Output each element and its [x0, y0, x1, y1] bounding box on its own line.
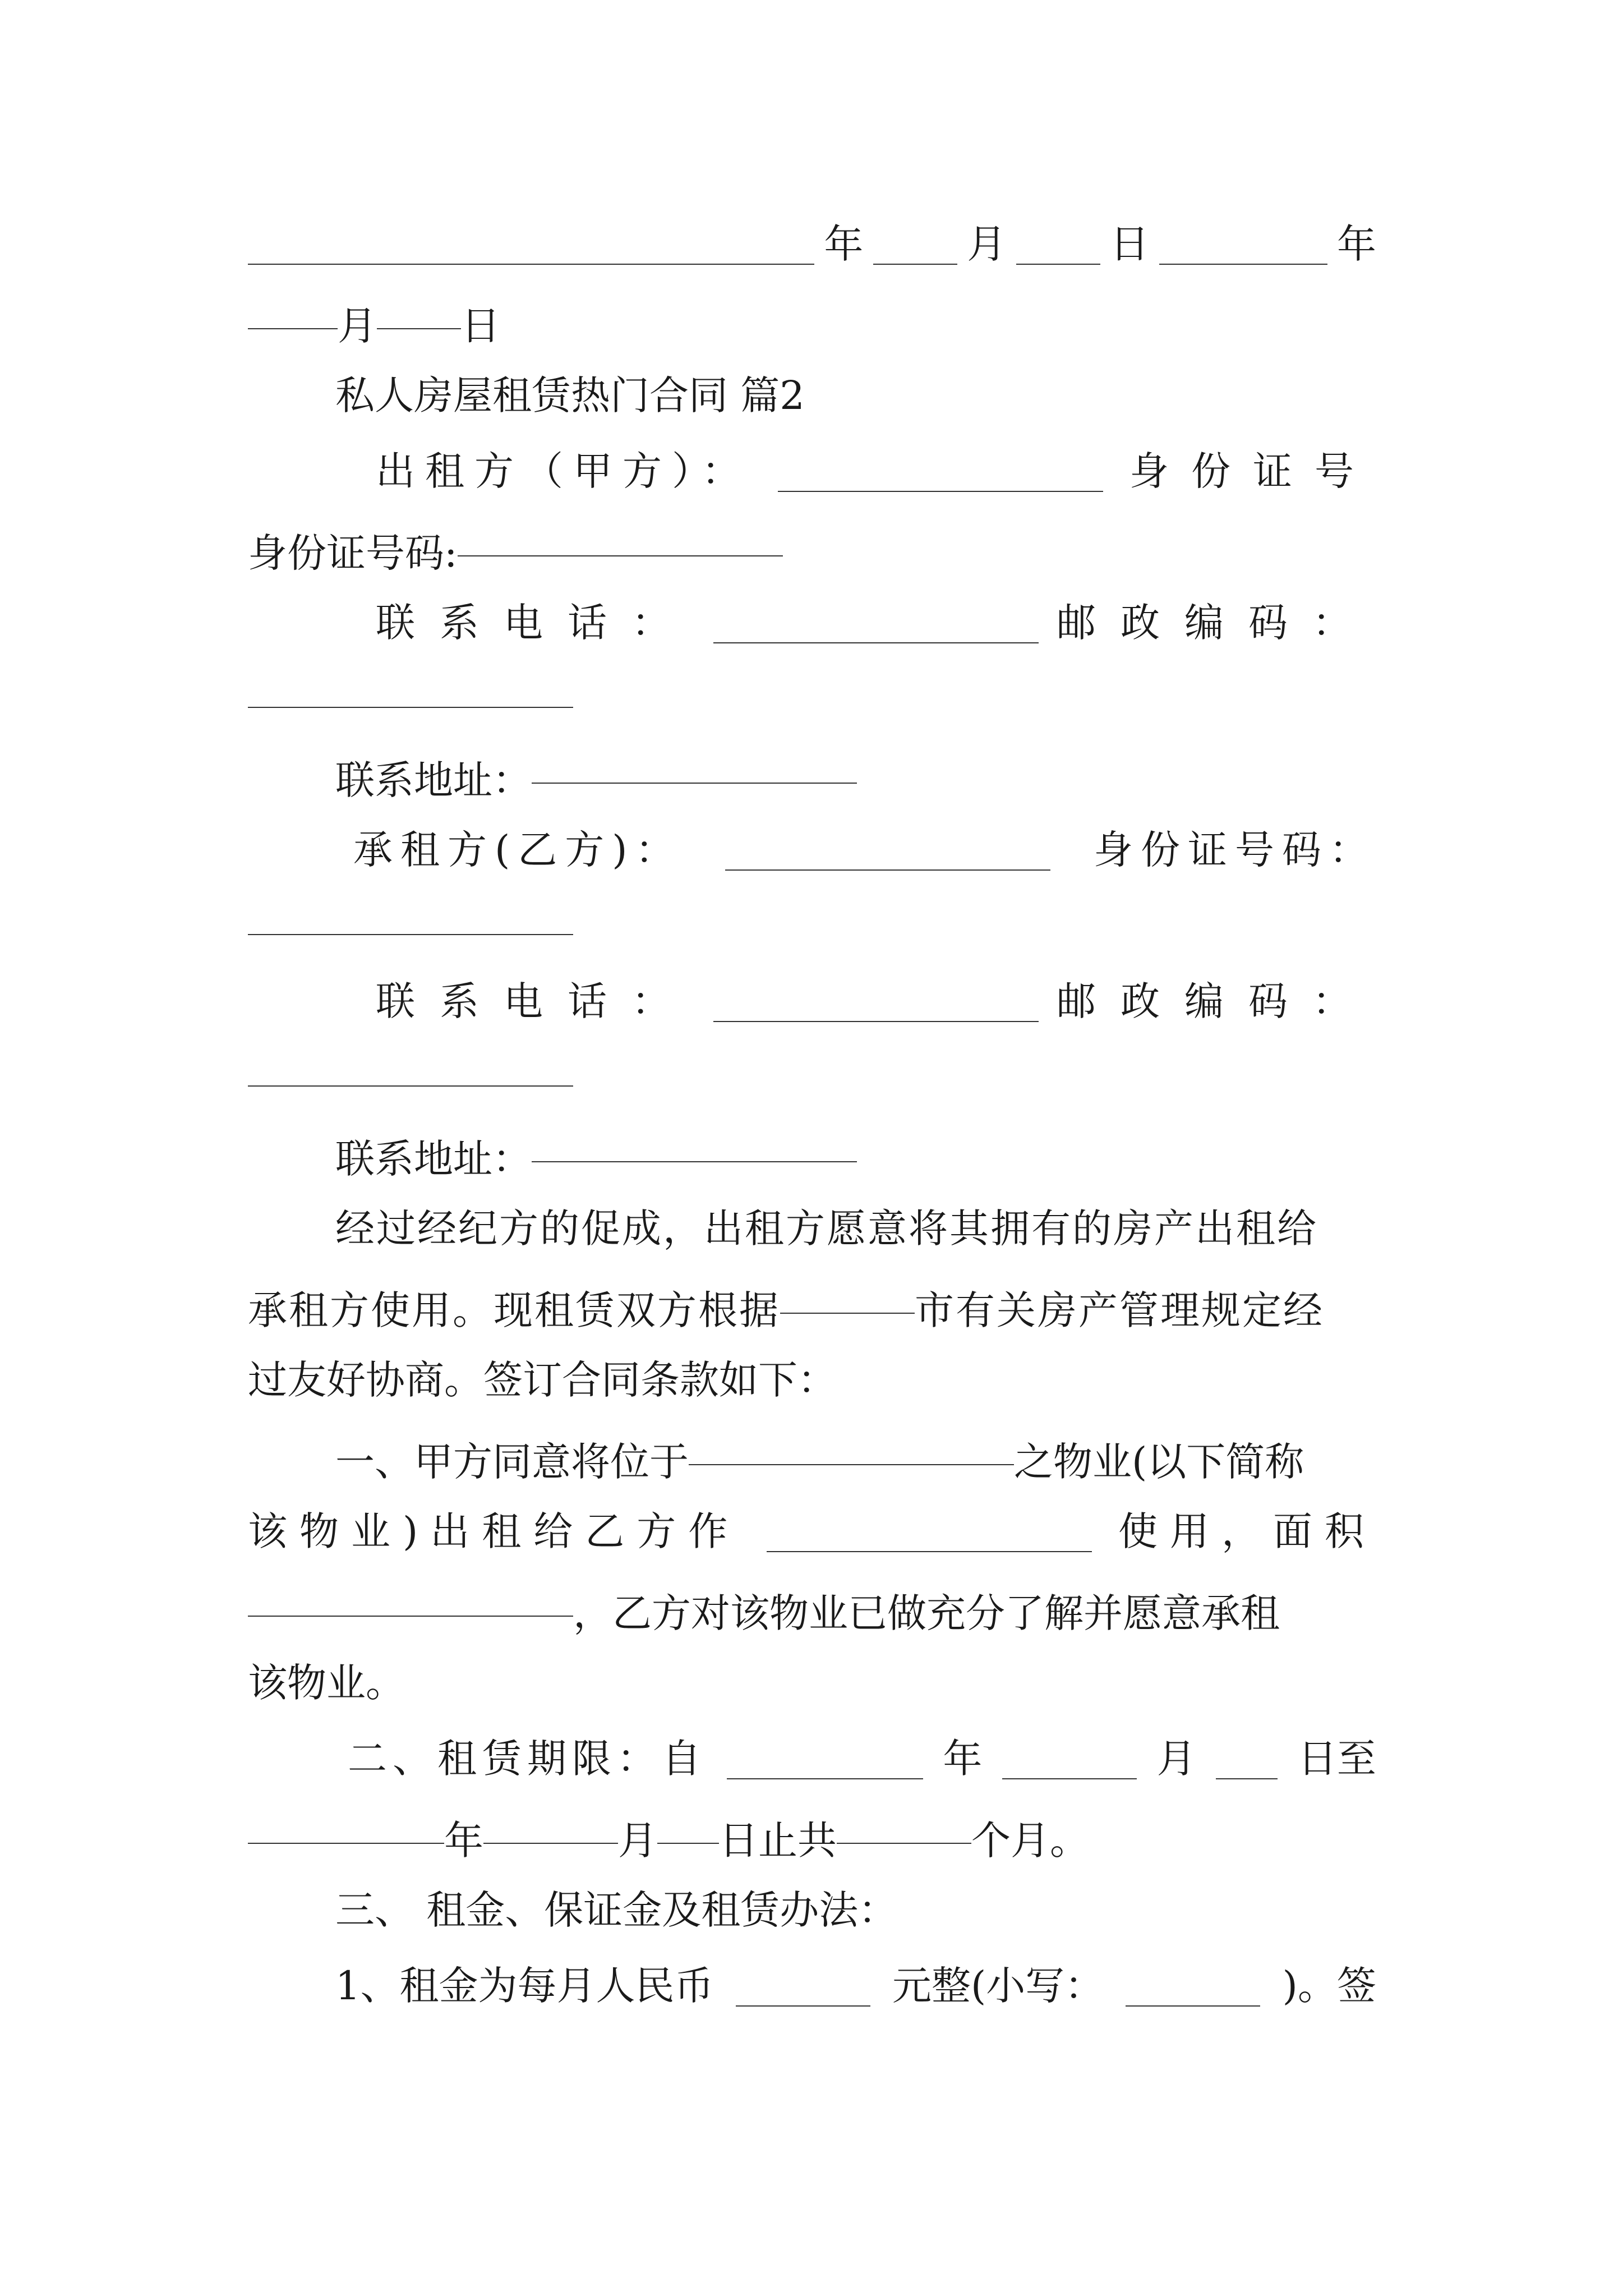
id-label: 身份证号码:: [248, 530, 458, 576]
address-label: 联系地址：: [335, 757, 532, 803]
paragraph-text: 该物业。: [248, 1660, 405, 1706]
usage-field[interactable]: [767, 1512, 1092, 1552]
lessee-zip-field[interactable]: [248, 1046, 573, 1087]
paragraph-text: 承租方使用。现租赁双方根据: [248, 1287, 780, 1333]
blank-field[interactable]: [1159, 224, 1327, 265]
month-label: 月: [1156, 1736, 1196, 1782]
lessor-phone-line: [376, 592, 1376, 654]
lessor-address-field[interactable]: [532, 743, 857, 784]
month-label: 月: [618, 1818, 657, 1864]
city-field[interactable]: [780, 1273, 915, 1314]
lessor-name-field[interactable]: [778, 452, 1103, 492]
lessor-id-field[interactable]: [458, 516, 783, 556]
blank-field[interactable]: [248, 224, 814, 265]
paragraph-text: ，乙方对该物业已做充分了解并愿意承租: [573, 1590, 1280, 1636]
blank-field[interactable]: [377, 289, 461, 329]
lessor-zip-line: [248, 668, 1376, 729]
paragraph-text: 该物业)出租给乙方作: [248, 1508, 740, 1554]
year-label: 年: [824, 221, 864, 267]
paragraph-text: 经过经纪方的促成，出租方愿意将其拥有的房产出租给: [335, 1205, 1318, 1251]
zip-label: 邮政编码：: [1057, 600, 1376, 646]
address-label: 联系地址：: [335, 1136, 532, 1182]
end-day-field[interactable]: [657, 1803, 719, 1844]
zip-label: 邮政编码：: [1057, 978, 1376, 1024]
clause3-title: [335, 1879, 1376, 1941]
lessor-line: [376, 440, 1376, 502]
year-label: 年: [444, 1818, 483, 1864]
start-day-field[interactable]: [1216, 1739, 1278, 1779]
blank-field[interactable]: [248, 289, 338, 329]
section-title: [335, 365, 1376, 426]
lessee-phone-field[interactable]: [713, 982, 1039, 1022]
phone-label: 联系电话：: [376, 978, 695, 1024]
blank-field[interactable]: [1016, 224, 1100, 265]
paragraph-text: 使用，面积: [1118, 1508, 1376, 1554]
id-label-part: 身份证号: [1129, 448, 1376, 494]
clause1-line-1: [335, 1425, 1376, 1487]
title-text: 私人房屋租赁热门合同 篇2: [335, 372, 805, 418]
paragraph-text: 之物业(以下简称: [1014, 1439, 1304, 1485]
lessee-line: [353, 819, 1376, 881]
clause1-line-4: [248, 1652, 1376, 1714]
paragraph-text: 一、甲方同意将位于: [335, 1439, 689, 1485]
lessee-address-line: [335, 1122, 1376, 1184]
lessor-address-line: [335, 743, 1376, 805]
intro-line-3: [248, 1349, 1376, 1411]
rent-number-field[interactable]: [1126, 1966, 1260, 2007]
id-label: 身份证号码：: [1094, 827, 1376, 873]
lessee-zip-line: [248, 1046, 1376, 1108]
date-line-2: [248, 289, 1376, 351]
paragraph-text: 二、租赁期限：自: [348, 1736, 707, 1782]
month-label: 月: [967, 221, 1007, 267]
paragraph-text: 1、租金为每月人民币: [335, 1963, 714, 2009]
lessor-id-line: [248, 516, 1376, 578]
clause1-line-2: [248, 1501, 1376, 1562]
year-label: 年: [1336, 221, 1376, 267]
start-year-field[interactable]: [727, 1739, 923, 1779]
paragraph-text: 三、 租金、保证金及租赁办法：: [335, 1887, 898, 1933]
paragraph-text: 市有关房产管理规定经: [915, 1287, 1324, 1333]
property-location-field[interactable]: [689, 1425, 1014, 1465]
lessor-label: 出租方（甲方）：: [376, 448, 751, 494]
clause3-line-1: [335, 1955, 1376, 2017]
lessee-address-field[interactable]: [532, 1122, 857, 1162]
end-year-field[interactable]: [248, 1803, 444, 1844]
end-month-field[interactable]: [483, 1803, 618, 1844]
day-label: 日: [461, 303, 500, 349]
lessee-id-field[interactable]: [248, 895, 573, 935]
date-line-1: [248, 213, 1376, 275]
total-months-field[interactable]: [837, 1803, 971, 1844]
month-label: 月: [338, 303, 377, 349]
day-label: 日: [1110, 221, 1150, 267]
lessee-id-line: [248, 895, 1376, 956]
paragraph-text: 日止共: [719, 1818, 837, 1864]
lessee-label: 承租方(乙方)：: [353, 827, 683, 873]
blank-field[interactable]: [873, 224, 957, 265]
paragraph-text: 过友好协商。签订合同条款如下：: [248, 1357, 837, 1403]
lessor-phone-field[interactable]: [713, 603, 1039, 643]
start-month-field[interactable]: [1002, 1739, 1137, 1779]
intro-line-1: [335, 1198, 1376, 1259]
clause2-line-2: [248, 1803, 1376, 1865]
area-field[interactable]: [248, 1576, 573, 1617]
paragraph-text: )。签: [1282, 1963, 1376, 2009]
rent-amount-field[interactable]: [736, 1966, 870, 2007]
lessee-name-field[interactable]: [725, 830, 1050, 871]
paragraph-text: 个月。: [971, 1818, 1089, 1864]
clause1-line-3: [248, 1576, 1376, 1638]
lessor-zip-field[interactable]: [248, 668, 573, 708]
intro-line-2: [248, 1273, 1376, 1335]
phone-label: 联系电话：: [376, 600, 695, 646]
paragraph-text: 元整(小写：: [892, 1963, 1104, 2009]
lessee-phone-line: [376, 970, 1376, 1032]
paragraph-text: 日至: [1297, 1736, 1376, 1782]
year-label: 年: [943, 1736, 983, 1782]
clause2-line-1: [348, 1728, 1376, 1789]
